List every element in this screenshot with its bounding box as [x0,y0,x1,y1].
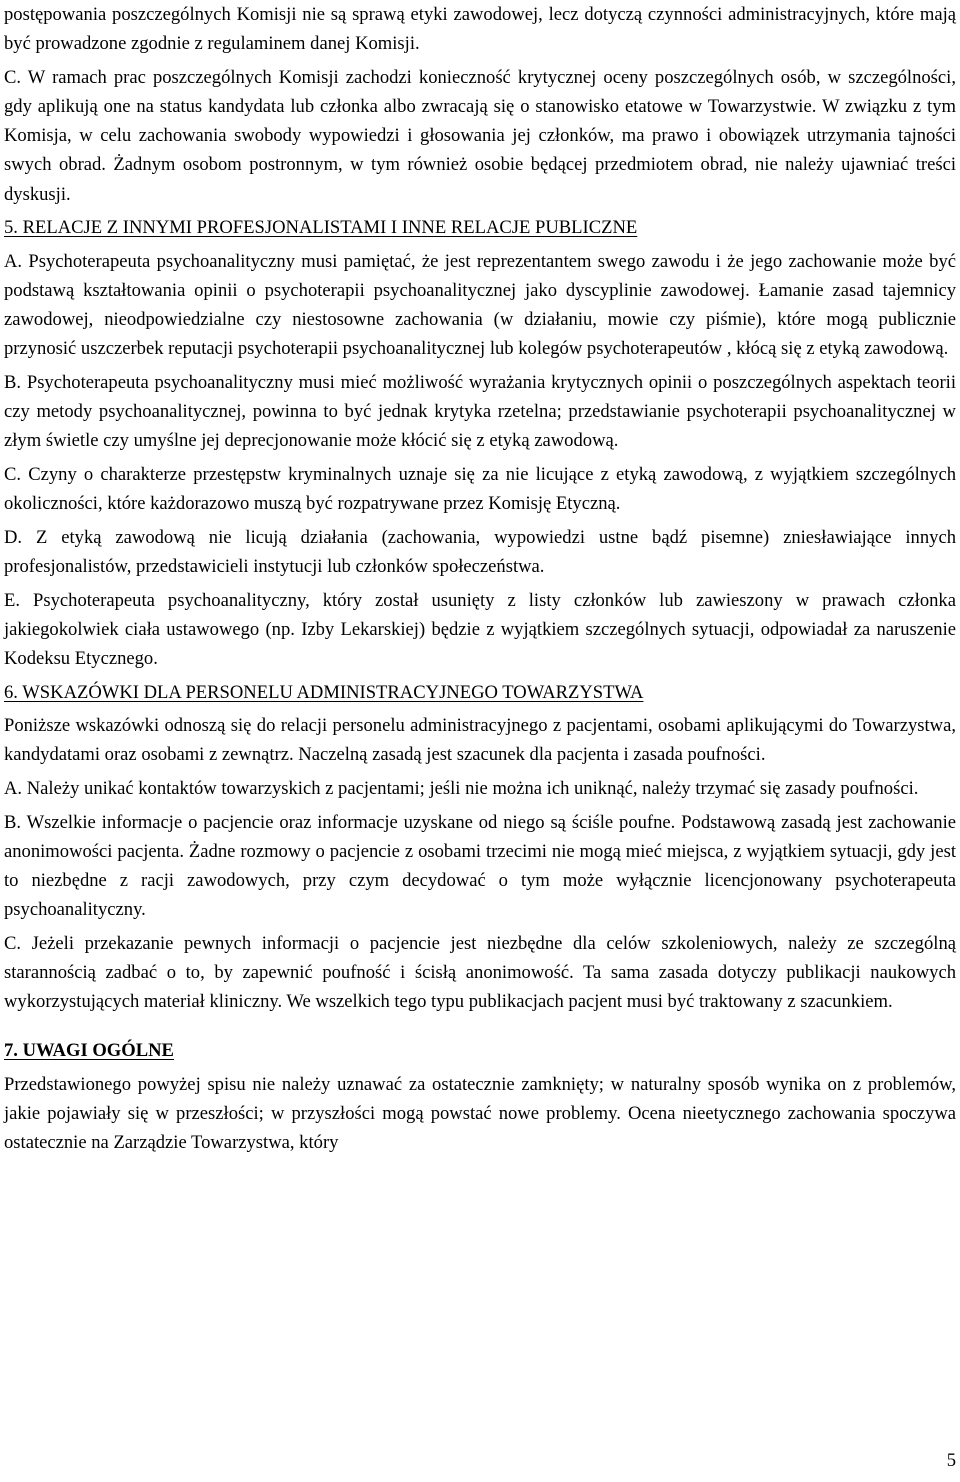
paragraph-7: Przedstawionego powyżej spisu nie należy uznawać za ostatecznie zamknięty; w naturalny sposób wynika on z problemów, jakie pojawiały się w przeszłości; w przyszłości mogą powstać nowe problemy. Ocena nieetycznego zachowania spoczywa ostatecznie na Zarządzie Towarzystwa, który [4,1073,956,1154]
paragraph-6-intro: Poniższe wskazówki odnoszą się do relacji personelu administracyjnego z pacjentami, osobami aplikującymi do Towarzystwa, kandydatami oraz osobami z zewnątrz. Naczelną zasadą jest szacunek dla pacjenta i zasada poufności. [4,715,956,766]
paragraph-5b: B. Psychoterapeuta psychoanalityczny musi mieć możliwość wyrażania krytycznych opinii o poszczególnych aspektach teorii czy metody psychoanalitycznej, powinna to być jednak krytyka rzetelna; przedstawianie psychoterapii psychoanalitycznej w złym świetle czy umyślne jej deprecjonowanie może kłócić się z etyką zawodową. [4,372,956,452]
section-heading-5: 5. RELACJE Z INNYMI PROFESJONALISTAMI I INNE RELACJE PUBLICZNE [4,217,638,239]
paragraph-6a: A. Należy unikać kontaktów towarzyskich z pacjentami; jeśli nie można ich uniknąć, należy trzymać się zasady poufności. [4,777,919,799]
paragraph-5d: D. Z etyką zawodową nie licują działania (zachowania, wypowiedzi ustne bądź pisemne) zniesławiające innych profesjonalistów, przedstawicieli instytucji lub członków społeczeństwa. [4,526,956,577]
paragraph-6c: C. Jeżeli przekazanie pewnych informacji o pacjencie jest niezbędne dla celów szkoleniowych, należy ze szczególną starannością zadbać o to, by zapewnić poufność i ścisłą anonimowość. Ta sama zasada dotyczy publikacji naukowych wykorzystujących materiał kliniczny. We wszelkich tego typu publikacjach pacjent musi być traktowany z szacunkiem. [4,932,956,1013]
section-heading-6: 6. WSKAZÓWKI DLA PERSONELU ADMINISTRACYJNEGO TOWARZYSTWA [4,681,644,703]
page-number: 5 [946,1450,956,1471]
paragraph-5c: C. Czyny o charakterze przestępstw kryminalnych uznaje się za nie licujące z etyką zawodową, z wyjątkiem szczególnych okoliczności, które każdorazowo muszą być rozpatrywane przez Komisję Etyczną. [4,464,956,515]
paragraph-6b: B. Wszelkie informacje o pacjencie oraz informacje uzyskane od niego są ściśle poufne. Podstawową zasadą jest zachowanie anonimowości pacjenta. Żadne rozmowy o pacjencie z osobami trzecimi nie mogą mieć miejsca, z wyjątkiem sytuacji, gdy jest to niezbędne z racji zawodowych, przy czym decydować o tym może wyłącznie licencjonowany psychoterapeuta psychoanalityczny. [4,811,956,921]
paragraph-5a: A. Psychoterapeuta psychoanalityczny musi pamiętać, że jest reprezentantem swego zawodu i że jego zachowanie może być podstawą kształtowania opinii o psychoterapii psychoanalitycznej jako dyscyplinie zawodowej. Łamanie zasad tajemnicy zawodowej, nieodpowiedzialne czy niestosowne zachowania (w działaniu, mowie czy piśmie), które mogą publicznie przynosić uszczerbek reputacji psychoterapii psychoanalitycznej lub kolegów psychoterapeutów , kłócą się z etyką zawodową. [4,250,956,360]
paragraph-committee-procedures: postępowania poszczególnych Komisji nie są sprawą etyki zawodowej, lecz dotyczą czynności administracyjnych, które mają być prowadzone zgodnie z regulaminem danej Komisji. [4,4,956,55]
paragraph-5e: E. Psychoterapeuta psychoanalityczny, który został usunięty z listy członków lub zawieszony w prawach członka jakiegokolwiek ciała ustawowego (np. Izby Lekarskiej) będzie z wyjątkiem szczególnych sytuacji, odpowiadał za naruszenie Kodeksu Etycznego. [4,589,956,669]
paragraph-c-committee-confidentiality: C. W ramach prac poszczególnych Komisji zachodzi konieczność krytycznej oceny poszczególnych osób, w szczególności, gdy aplikują one na status kandydata lub członka albo zwracają się o stanowisko etatowe w Towarzystwie. W związku z tym Komisja, w celu zachowania swobody wypowiedzi i głosowania jej członków, ma prawo i obowiązek utrzymania tajności swych obrad. Żadnym osobom postronnym, w tym również osobie będącej przedmiotem obrad, nie należy ujawniać treści dyskusji. [4,66,956,205]
document-page [4,0,956,1162]
section-heading-7: 7. UWAGI OGÓLNE [4,1040,174,1062]
